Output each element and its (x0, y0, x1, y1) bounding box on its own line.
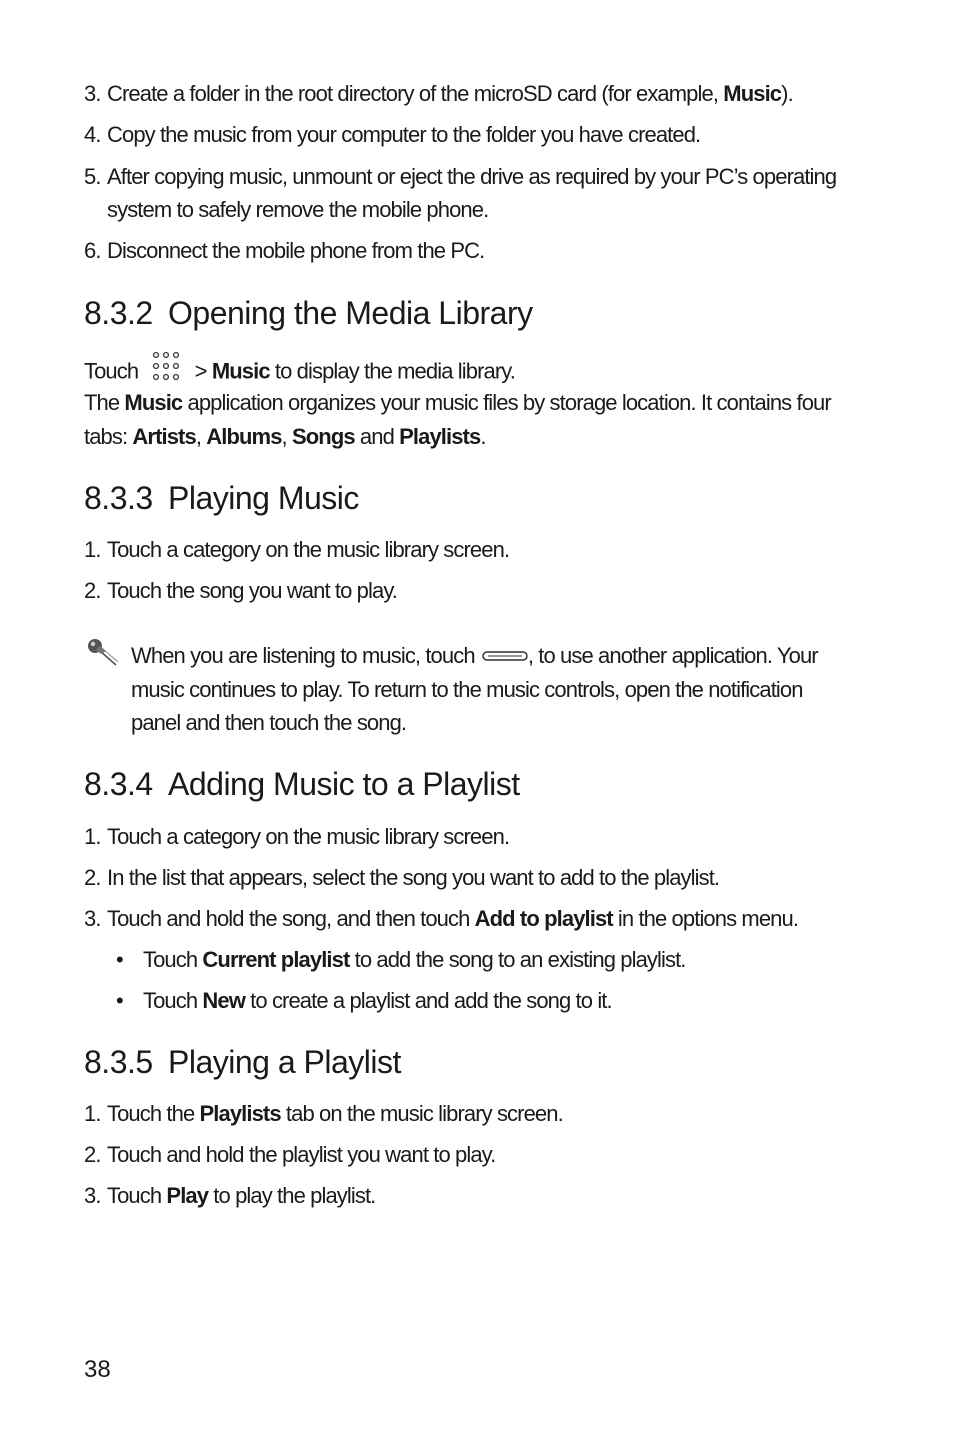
play-step-1: 1. Touch a category on the music library screen. (84, 537, 510, 562)
page-number: 38 (84, 1356, 111, 1383)
step-5-unmount: 5. After copying music, unmount or eject the drive as required by your PC’s operating (84, 164, 837, 189)
bullet-new-playlist: • Touch New to create a playlist and add the song to it. (116, 988, 612, 1013)
note-line-2: music continues to play. To return to the music controls, open the notification (131, 677, 803, 702)
section-heading-8-3-4: 8.3.4 Adding Music to a Playlist (84, 766, 520, 802)
music-app-description: The Music application organizes your music files by storage location. It contains four (84, 390, 831, 415)
step-3-create-folder: 3. Create a folder in the root directory of the microSD card (for example, Music). (84, 81, 793, 106)
apps-grid-icon (149, 350, 183, 391)
step-5-continuation: system to safely remove the mobile phone. (107, 197, 489, 222)
step-4-copy-music: 4. Copy the music from your computer to the folder you have created. (84, 122, 701, 147)
note-pin-icon (86, 637, 122, 669)
step-6-disconnect: 6. Disconnect the mobile phone from the PC. (84, 238, 485, 263)
section-heading-8-3-3: 8.3.3 Playing Music (84, 480, 359, 516)
play-playlist-step-2: 2. Touch and hold the playlist you want to play. (84, 1142, 496, 1167)
home-key-icon (482, 638, 528, 671)
play-step-2: 2. Touch the song you want to play. (84, 578, 397, 603)
playlist-add-step-2: 2. In the list that appears, select the song you want to add to the playlist. (84, 865, 720, 890)
note-line-1: When you are listening to music, touch , to use another application. Your (131, 639, 818, 674)
section-heading-8-3-5: 8.3.5 Playing a Playlist (84, 1044, 401, 1080)
section-heading-8-3-2: 8.3.2 Opening the Media Library (84, 295, 533, 331)
play-playlist-step-1: 1. Touch the Playlists tab on the music library screen. (84, 1101, 563, 1126)
playlist-add-step-3: 3. Touch and hold the song, and then touch Add to playlist in the options menu. (84, 906, 799, 931)
touch-music-instruction: Touch > Music to display the media library. (84, 352, 515, 393)
note-line-3: panel and then touch the song. (131, 710, 407, 735)
music-tabs-list: tabs: Artists, Albums, Songs and Playlists. (84, 424, 486, 449)
bullet-current-playlist: • Touch Current playlist to add the song to an existing playlist. (116, 947, 686, 972)
play-playlist-step-3: 3. Touch Play to play the playlist. (84, 1183, 376, 1208)
playlist-add-step-1: 1. Touch a category on the music library screen. (84, 824, 510, 849)
